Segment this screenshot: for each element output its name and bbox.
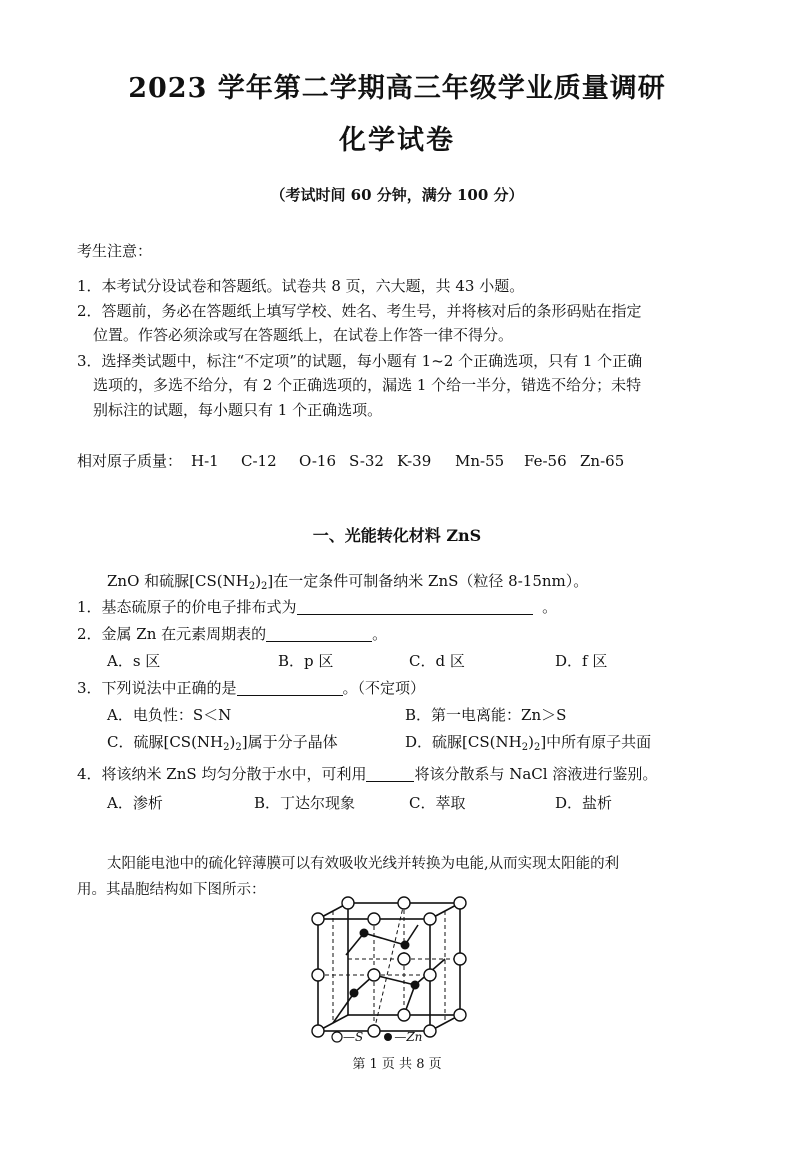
exam-info: （考试时间 60 分钟，满分 100 分） [270, 186, 524, 204]
legend-zn-label: —Zn [394, 1030, 423, 1044]
question-3-text: 3．下列说法中正确的是 [77, 679, 237, 697]
option-text: ) [528, 733, 534, 751]
section-title: 一、光能转化材料 ZnS [312, 526, 482, 545]
atomic-mass-h: H-1 [191, 452, 219, 470]
subscript: 2 [521, 742, 529, 753]
atomic-mass-c: C-12 [241, 452, 277, 470]
answer-blank [237, 679, 343, 696]
atomic-mass-s: S-32 [349, 452, 384, 470]
q3-option-c [107, 732, 338, 752]
question-2-text: 2．金属 Zn 在元素周期表的 [77, 625, 267, 643]
q2-option-b: B．p 区 [278, 652, 334, 670]
atomic-mass-k: K-39 [397, 452, 432, 470]
q4-option-b: B．丁达尔现象 [254, 794, 356, 812]
section-intro [107, 571, 588, 591]
option-text: ) [229, 733, 236, 751]
subscript: 2 [248, 581, 256, 592]
question-3 [77, 678, 425, 698]
notice-item-3-line2: 选项的，多选不给分，有 2 个正确选项的，漏选 1 个给一半分，错选不给分；未特 [93, 376, 642, 394]
subscript: 2 [261, 581, 268, 592]
option-text: ]中所有原子共面 [540, 733, 652, 751]
question-end: 。（不定项） [342, 679, 426, 697]
notice-item-3-line1: 3．选择类试题中，标注“不定项”的试题，每小题有 1~2 个正确选项，只有 1 个正确 [77, 352, 643, 370]
question-4-text: 4．将该纳米 ZnS 均匀分散于水中，可利用 [77, 765, 367, 783]
atomic-mass-fe: Fe-56 [524, 452, 567, 470]
atomic-mass-label: 相对原子质量： [77, 452, 183, 470]
answer-blank [366, 765, 414, 782]
question-end: 。 [542, 598, 558, 616]
notice-item-1: 1．本考试分设试卷和答题纸。试卷共 8 页，六大题，共 43 小题。 [77, 277, 525, 295]
legend-s-label: —S [343, 1030, 364, 1044]
atomic-mass-o: O-16 [299, 452, 337, 470]
q2-option-c: C．d 区 [409, 652, 465, 670]
q2-option-d: D．f 区 [555, 652, 608, 670]
q4-option-c: C．萃取 [409, 794, 466, 812]
intro-text: ZnO 和硫脲[CS(NH [107, 572, 249, 590]
notice-heading: 考生注意： [77, 242, 153, 260]
question-2 [77, 624, 387, 644]
paragraph-line-1: 太阳能电池中的硫化锌薄膜可以有效吸收光线并转换为电能,从而实现太阳能的利 [107, 856, 620, 872]
answer-blank [297, 598, 533, 615]
subscript: 2 [223, 742, 230, 753]
q4-option-a: A．渗析 [107, 794, 163, 812]
question-end: 。 [372, 625, 388, 643]
unit-cell-legend [331, 1030, 422, 1044]
paragraph-line-2: 用。其晶胞结构如下图所示： [77, 882, 266, 898]
question-end: 将该分散系与 NaCl 溶液进行鉴别。 [414, 765, 658, 783]
atomic-mass-mn: Mn-55 [455, 452, 505, 470]
question-1-text: 1．基态硫原子的价电子排布式为 [77, 598, 297, 616]
question-1 [77, 597, 557, 617]
q3-option-b: B．第一电离能：Zn＞S [405, 706, 567, 724]
page-number: 第 1 页 共 8 页 [352, 1057, 442, 1072]
q4-option-d: D．盐析 [555, 794, 613, 812]
intro-text: ]在一定条件可制备纳米 ZnS（粒径 8-15nm）。 [267, 572, 589, 590]
exam-subject: 化学试卷 [339, 125, 455, 156]
answer-blank [266, 625, 372, 642]
question-4 [77, 764, 657, 784]
notice-item-3-line3: 别标注的试题，每小题只有 1 个正确选项。 [93, 401, 383, 419]
subscript: 2 [533, 742, 541, 753]
atomic-mass-zn: Zn-65 [580, 452, 625, 470]
exam-title: 2023 学年第二学期高三年级学业质量调研 [128, 73, 666, 104]
option-text: ]属于分子晶体 [241, 733, 338, 751]
q3-option-a: A．电负性：S＜N [107, 706, 232, 724]
q2-option-a: A．s 区 [107, 652, 161, 670]
subscript: 2 [235, 742, 242, 753]
notice-item-2-line2: 位置。作答必须涂或写在答题纸上，在试卷上作答一律不得分。 [93, 326, 514, 344]
s-atom-marker-icon [331, 1031, 343, 1043]
zns-unit-cell-diagram [300, 893, 480, 1048]
notice-item-2-line1: 2．答题前，务必在答题纸上填写学校、姓名、考生号，并将核对后的条形码贴在指定 [77, 302, 642, 320]
option-text: D．硫脲[CS(NH [405, 733, 522, 751]
option-text: C．硫脲[CS(NH [107, 733, 224, 751]
intro-text: ) [255, 572, 262, 590]
zn-atom-marker-icon [382, 1031, 394, 1043]
q3-option-d [405, 732, 651, 752]
